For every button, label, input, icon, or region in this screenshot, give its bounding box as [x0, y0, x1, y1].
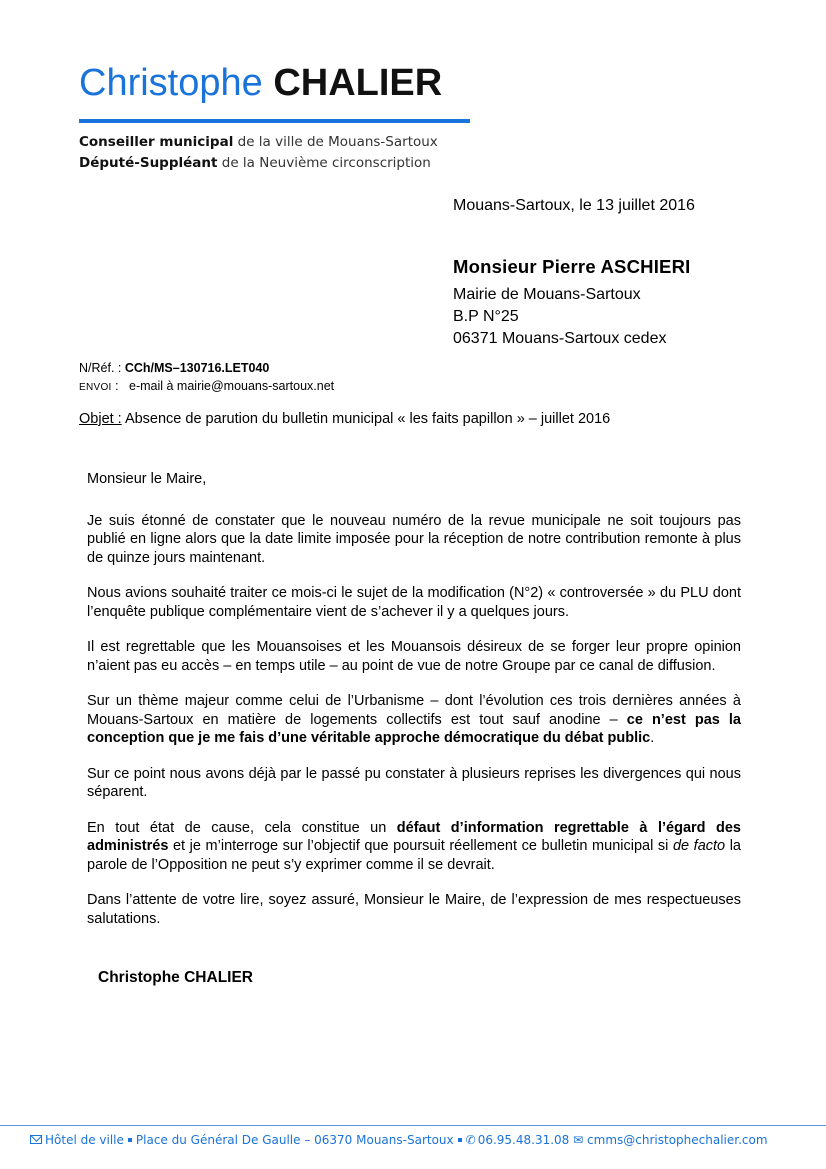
separator-icon [458, 1138, 462, 1142]
paragraph-3: Il est regrettable que les Mouansoises et les Mouansois désireux de se forger leur propre opinion n’aient pas eu accès – en temps utile – au point de vue de notre Groupe par ce canal de diffusion. [87, 639, 741, 674]
footer [30, 1133, 810, 1147]
recipient-name: Monsieur Pierre ASCHIERI [453, 256, 691, 277]
recipient-block [453, 256, 690, 350]
paragraph-5: Sur ce point nous avons déjà par le passé pu constater à plusieurs reprises les divergences qui nous séparent. [87, 765, 741, 800]
role-line-1: Conseiller municipal de la ville de Mouans-Sartoux [79, 134, 438, 150]
date-line: Mouans-Sartoux, le 13 juillet 2016 [453, 197, 695, 214]
phone-icon: ✆ [465, 1133, 476, 1147]
letterhead-name [79, 60, 442, 106]
paragraph-4: Sur un thème majeur comme celui de l’Urbanisme – dont l’évolution ces trois dernières années à Mouans-Sartoux en matière de logements collectifs est tout sauf anodine – ce n’est pas la conception que je me fais d’une véritable approche démocratique du débat public. [87, 693, 741, 746]
subject-line [79, 411, 610, 427]
letterhead-roles [79, 132, 438, 174]
footer-phone: 06.95.48.31.08 [477, 1133, 570, 1147]
letter-body [87, 470, 741, 945]
signature: Christophe CHALIER [98, 969, 253, 986]
address-icon [30, 1135, 42, 1144]
reference-value: CCh/MS–130716.LET040 [124, 361, 270, 375]
subject-label: Objet : [79, 411, 122, 427]
salutation: Monsieur le Maire, [87, 471, 207, 487]
email-icon: ✉ [573, 1133, 584, 1147]
footer-address: Hôtel de ville [45, 1133, 124, 1147]
recipient-line-2: B.P N°25 [453, 308, 519, 325]
letterhead-last-name: CHALIER [273, 62, 443, 104]
paragraph-6: En tout état de cause, cela constitue un défaut d’information regrettable à l’égard des administrés et je m’interroge sur l’objectif que poursuit réellement ce bulletin municipal si de facto la parole de l’Opposition ne peut s’y exprimer comme il se devrait. [87, 819, 742, 873]
recipient-line-1: Mairie de Mouans-Sartoux [453, 286, 641, 303]
footer-rule [0, 1125, 826, 1126]
recipient-line-3: 06371 Mouans-Sartoux cedex [453, 330, 667, 347]
letterhead-rule [79, 119, 470, 123]
reference-block [79, 359, 334, 397]
letterhead-first-name: Christophe [79, 62, 263, 104]
paragraph-2: Nous avions souhaité traiter ce mois-ci le sujet de la modification (N°2) « controversée » du PLU dont l’enquête publique complémentaire vient de s’achever il y a quelques jours. [87, 585, 741, 620]
reference-line: N/Réf. : CCh/MS–130716.LET040 [79, 361, 270, 375]
envoi-value: e-mail à mairie@mouans-sartoux.net [129, 379, 335, 393]
separator-icon [128, 1138, 132, 1142]
role-line-2: Député-Suppléant de la Neuvième circonscription [79, 155, 431, 171]
footer-place: Place du Général De Gaulle – 06370 Mouans-Sartoux [135, 1133, 454, 1147]
paragraph-7: Dans l’attente de votre lire, soyez assuré, Monsieur le Maire, de l’expression de mes respectueuses salutations. [87, 892, 741, 927]
envoi-line: ENVOI : e-mail à mairie@mouans-sartoux.net [79, 379, 335, 393]
footer-email[interactable]: cmms@christophechalier.com [587, 1133, 768, 1147]
subject-text: Absence de parution du bulletin municipal « les faits papillon » – juillet 2016 [121, 411, 611, 427]
paragraph-1: Je suis étonné de constater que le nouveau numéro de la revue municipale ne soit toujours pas publié en ligne alors que la date limite imposée pour la réception de notre contribution remonte à plus de quinze jours maintenant. [87, 512, 741, 566]
